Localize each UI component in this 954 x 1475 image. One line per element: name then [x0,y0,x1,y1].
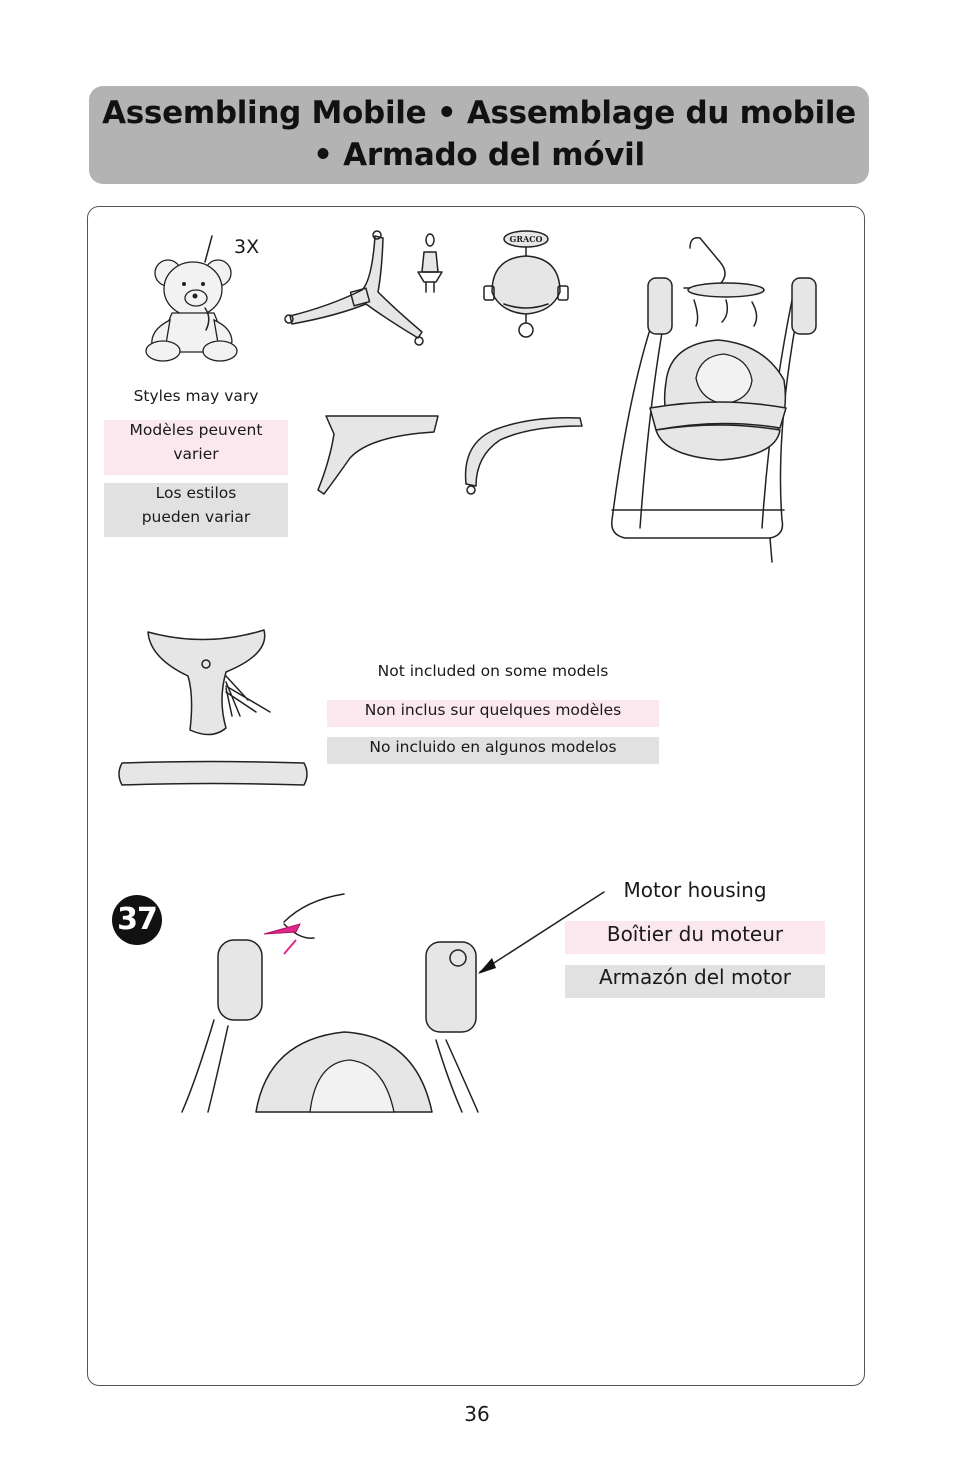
not-included-note-en: Not included on some models [377,662,609,680]
brand-logo: GRACO [509,234,543,244]
teddy-bear-illustration [146,236,237,361]
canopy-illustration [148,630,270,735]
motor-housing-label-fr: Boîtier du moteur [606,922,784,946]
leg-piece-illustration [318,416,438,494]
not-included-note-fr: Non inclus sur quelques modèles [364,701,622,719]
bear-quantity-label: 3X [234,236,260,258]
styles-note-en: Styles may vary [133,387,259,405]
fabric-cover-illustration [119,762,307,786]
motor-housing-label-es: Armazón del motor [599,965,791,989]
not-included-note-es: No incluido en algunos modelos [369,738,617,756]
motor-housing-label-en: Motor housing [623,878,767,902]
motor-housing-illustration [182,892,604,1112]
title-line-1: Assembling Mobile • Assemblage du mobile [102,95,856,131]
swing-illustration [612,238,816,562]
page-number: 36 [464,1402,490,1426]
hanger-clip-illustration [418,234,442,292]
mobile-arm-illustration [285,231,423,345]
music-box-illustration [484,231,568,337]
step-number-badge: 37 [112,895,162,945]
styles-note-fr: Modèles peuvent varier [129,421,263,463]
styles-note-es: Los estilos pueden variar [141,484,251,526]
title-line-2: • Armado del móvil [313,137,645,173]
curved-rod-illustration [466,418,582,494]
